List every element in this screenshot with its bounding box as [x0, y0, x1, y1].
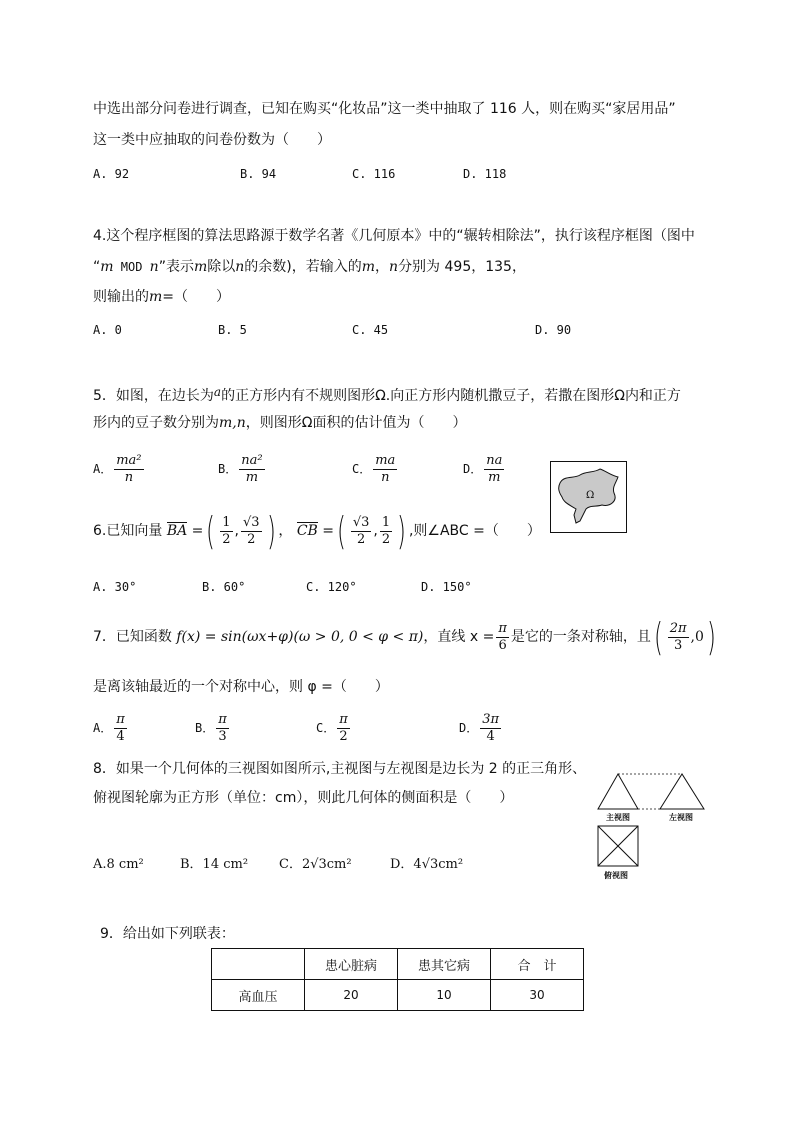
- table-header-cell: 患心脏病: [305, 949, 398, 980]
- q8-option-b: B．14 cm²: [180, 857, 249, 872]
- front-view-triangle: [598, 774, 638, 809]
- table-cell: 10: [398, 980, 491, 1011]
- q3-line2: 这一类中应抽取的问卷份数为（ ）: [93, 132, 331, 148]
- q8-line2: 俯视图轮廓为正方形（单位：cm），则此几何体的侧面积是（ ）: [93, 790, 514, 806]
- q7-option-c: C． $\frac{\pi}{2}$: [316, 712, 348, 744]
- q6-option-c: C. 120°: [306, 580, 357, 594]
- q3-option-a: A. 92: [93, 167, 130, 181]
- q5-line2: 形内的豆子数分别为m,n，则图形Ω面积的估计值为（ ）: [93, 415, 467, 431]
- q5-option-c: C． $\frac{ma}{n}$: [352, 453, 396, 485]
- q6-option-b: B. 60°: [202, 580, 246, 594]
- q8-line1: 8．如果一个几何体的三视图如图所示,主视图与左视图是边长为 2 的正三角形、: [93, 761, 587, 777]
- omega-square-figure: [550, 461, 627, 533]
- q9-line1: 9．给出如下列联表：: [100, 926, 235, 942]
- q7-option-b: B． $\frac{\pi}{3}$: [195, 712, 227, 744]
- q4-line1: 4.这个程序框图的算法思路源于数学名著《几何原本》中的“辗转相除法”，执行该程序框图（图中: [93, 228, 695, 244]
- table-header-cell: [212, 949, 305, 980]
- q5-option-b: B． $\frac{\text{na²}}{m}$: [218, 453, 263, 485]
- q5-line1: 5．如图，在边长为a的正方形内有不规则图形Ω.向正方形内随机撒豆子，若撒在图形Ω内和正方: [93, 385, 681, 404]
- q6-option-a: A. 30°: [93, 580, 137, 594]
- table-cell: 30: [491, 980, 584, 1011]
- table-header-cell: 患其它病: [398, 949, 491, 980]
- omega-label: Ω: [586, 490, 595, 501]
- q4-line2: “m MOD n”表示m除以n的余数)，若输入的m，n分别为 495，135，: [93, 259, 526, 275]
- front-view-label: 主视图: [606, 813, 630, 822]
- side-view-label: 左视图: [669, 813, 693, 822]
- q8-option-a: A.8 cm²: [93, 857, 144, 872]
- q6-option-d: D. 150°: [421, 580, 472, 594]
- q4-option-d: D. 90: [535, 323, 572, 337]
- table-row: [212, 980, 584, 1011]
- top-view-label: 俯视图: [604, 871, 628, 880]
- q3-option-d: D. 118: [463, 167, 507, 181]
- three-view-figure: [594, 770, 714, 885]
- table-cell: 高血压: [212, 980, 305, 1011]
- q8-option-c: C．2√3cm²: [279, 857, 352, 872]
- q7-line1: 7．已知函数 f(x) = sin(ωx+φ)(ω > 0, 0 < φ < π)，直线 x = $\frac{\pi}{6}$ 是它的一条对称轴，且( $\frac{2\pi}{3}$ ,0): [93, 615, 716, 659]
- table-header-cell: 合 计: [491, 949, 584, 980]
- table-cell: 20: [305, 980, 398, 1011]
- contingency-table: [211, 948, 584, 1011]
- q3-option-c: C. 116: [352, 167, 396, 181]
- q7-line2: 是离该轴最近的一个对称中心，则 φ =（ ）: [93, 679, 389, 695]
- q5-option-a: A． $\frac{\text{ma²}}{n}$: [93, 453, 142, 485]
- q4-line3: 则输出的m=（ ）: [93, 289, 231, 305]
- q4-option-b: B. 5: [218, 323, 247, 337]
- q3-option-b: B. 94: [240, 167, 277, 181]
- q6-line: 6.已知向量 BA =( $\frac{1}{2}$ , $\frac{√3}{2}$ ) ， CB =( $\frac{√3}{2}$ , $\frac{1}{2}$ ) ,则∠ABC =（ ）: [93, 509, 541, 553]
- table-row: [212, 949, 584, 980]
- q5-option-d: D． $\frac{na}{m}$: [463, 453, 503, 485]
- q8-option-d: D．4√3cm²: [390, 857, 464, 872]
- q3-line1: 中选出部分问卷进行调查，已知在购买“化妆品”这一类中抽取了 116 人，则在购买“家居用品”: [93, 101, 676, 117]
- side-view-triangle: [660, 774, 704, 809]
- q7-option-a: A． $\frac{\pi}{4}$: [93, 712, 125, 744]
- q7-option-d: D． $\frac{3\pi}{4}$: [459, 712, 500, 744]
- q4-option-a: A. 0: [93, 323, 122, 337]
- q4-option-c: C. 45: [352, 323, 389, 337]
